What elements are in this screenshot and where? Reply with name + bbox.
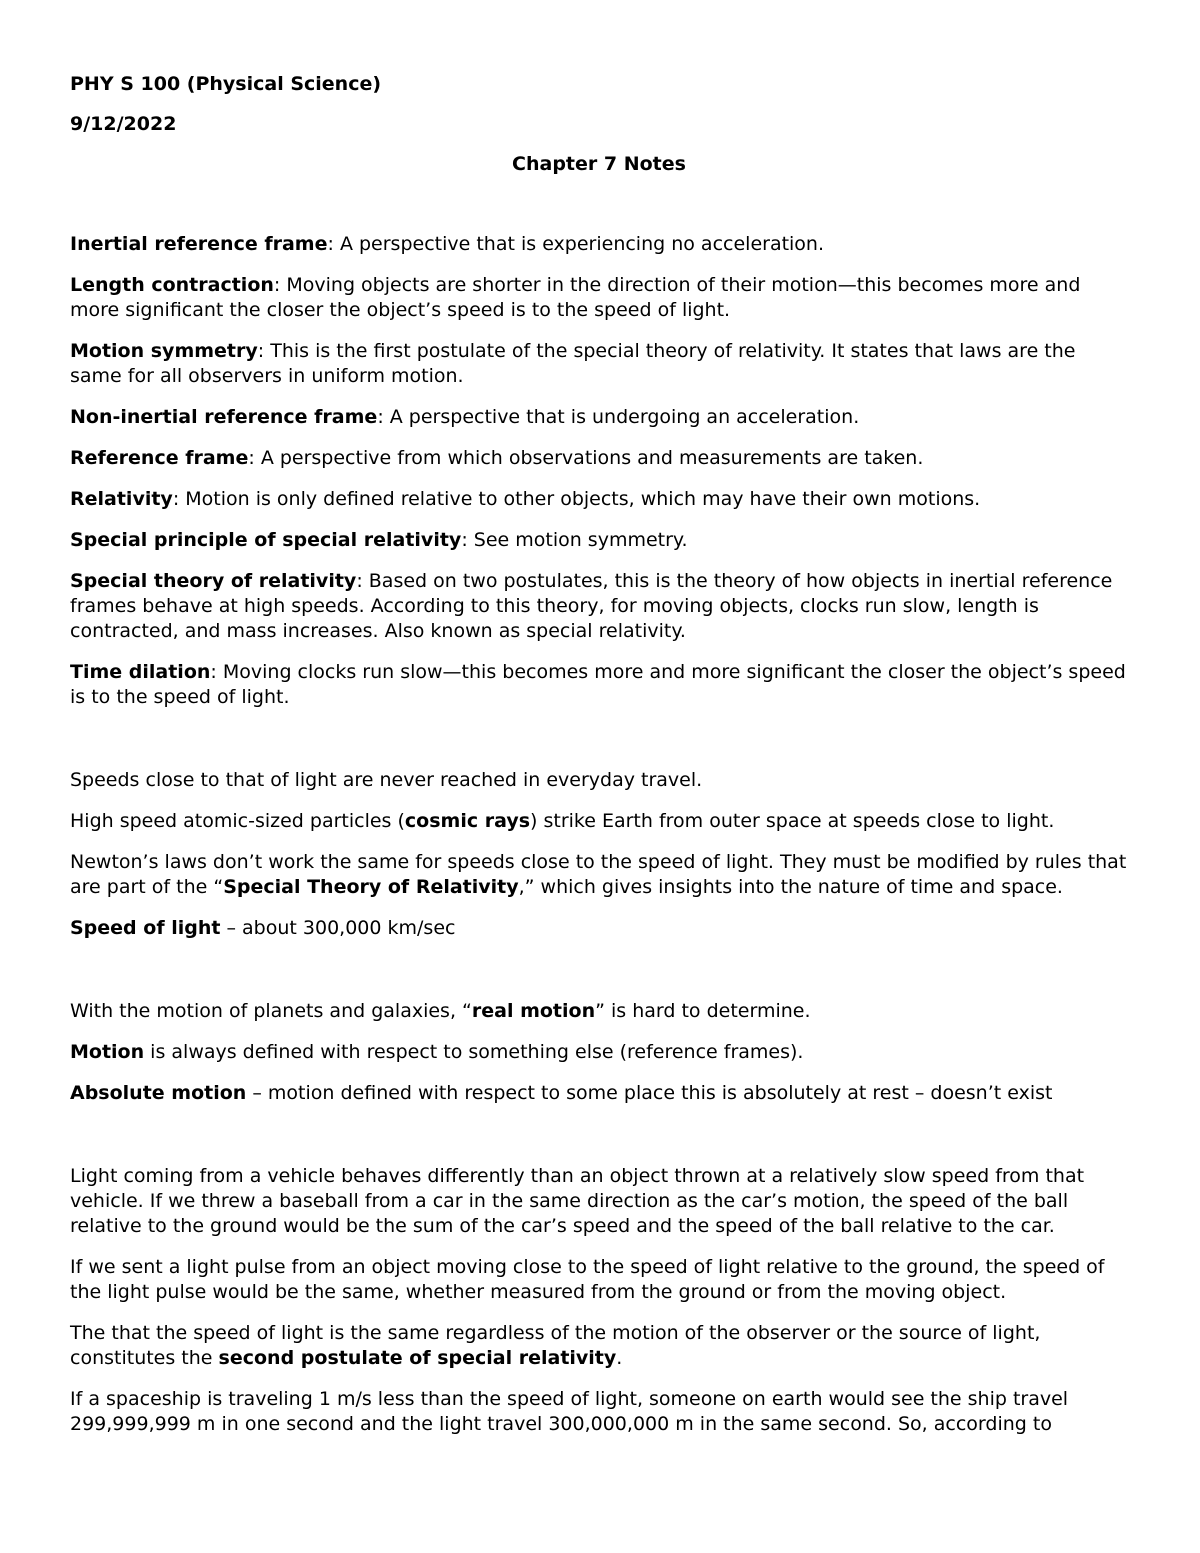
section-light-speed xyxy=(70,768,1128,941)
definition-text: Based on two postulates, this is the theory of how objects in inertial reference frames behave at high speeds. According to this theory, for moving objects, clocks run slow, length is contracted, and mass increases. Also known as special relativity. xyxy=(70,570,1113,642)
paragraph: High speed atomic-sized particles (cosmic rays) strike Earth from outer space at speeds close to light. xyxy=(70,810,1055,832)
definition-text: A perspective that is experiencing no acceleration. xyxy=(339,233,825,255)
paragraph: Absolute motion – motion defined with respect to some place this is absolutely at rest – doesn’t exist xyxy=(70,1082,1053,1104)
bold-term: Speed of light xyxy=(70,917,221,939)
spacer xyxy=(70,726,1128,768)
definition-term: Inertial reference frame xyxy=(70,233,328,255)
definition-item: Motion symmetry: This is the first postulate of the special theory of relativity. It states that laws are the same for all observers in uniform motion. xyxy=(70,340,1076,387)
spacer xyxy=(70,957,1128,999)
definition-item: Reference frame: A perspective from which observations and measurements are taken. xyxy=(70,447,924,469)
bold-term: Absolute motion xyxy=(70,1082,247,1104)
definition-term: Relativity xyxy=(70,488,173,510)
definition-term: Non-inertial reference frame xyxy=(70,406,378,428)
document-page xyxy=(70,72,1128,1453)
definition-term: Reference frame xyxy=(70,447,249,469)
paragraph: Motion is always defined with respect to something else (reference frames). xyxy=(70,1041,804,1063)
date-line: 9/12/2022 xyxy=(70,113,177,135)
paragraph: Speed of light – about 300,000 km/sec xyxy=(70,917,456,939)
paragraph: If a spaceship is traveling 1 m/s less than the speed of light, someone on earth would see the ship travel 299,999,999 m in one second and the light travel 300,000,000 m in the same second. So, according to xyxy=(70,1388,1069,1435)
definition-term: Motion symmetry xyxy=(70,340,258,362)
definition-term: Length contraction xyxy=(70,274,274,296)
definition-text: A perspective that is undergoing an acceleration. xyxy=(389,406,860,428)
definition-item: Non-inertial reference frame: A perspective that is undergoing an acceleration. xyxy=(70,406,860,428)
spacer xyxy=(70,1122,1128,1164)
definition-item: Length contraction: Moving objects are shorter in the direction of their motion—this becomes more and more significant the closer the object’s speed is to the speed of light. xyxy=(70,274,1081,321)
bold-term: cosmic rays xyxy=(404,810,531,832)
paragraph: If we sent a light pulse from an object moving close to the speed of light relative to the ground, the speed of the light pulse would be the same, whether measured from the ground or from the moving object. xyxy=(70,1256,1105,1303)
section-light-behavior xyxy=(70,1164,1128,1437)
bold-term: real motion xyxy=(471,1000,596,1022)
definition-item: Time dilation: Moving clocks run slow—this becomes more and more significant the closer the object’s speed is to the speed of light. xyxy=(70,661,1126,708)
definition-item: Special principle of special relativity: See motion symmetry. xyxy=(70,529,688,551)
bold-term: second postulate of special relativity xyxy=(218,1347,617,1369)
bold-term: Special Theory of Relativity xyxy=(223,876,519,898)
definition-text: Motion is only defined relative to other objects, which may have their own motions. xyxy=(185,488,981,510)
definition-term: Time dilation xyxy=(70,661,211,683)
definition-text: Moving clocks run slow—this becomes more and more significant the closer the object’s speed is to the speed of light. xyxy=(70,661,1126,708)
course-heading: PHY S 100 (Physical Science) xyxy=(70,73,382,95)
definition-term: Special principle of special relativity xyxy=(70,529,462,551)
paragraph: Newton’s laws don’t work the same for speeds close to the speed of light. They must be modified by rules that are part of the “Special Theory of Relativity,” which gives insights into the nature of time and space. xyxy=(70,851,1127,898)
definition-text: Moving objects are shorter in the direction of their motion—this becomes more and more significant the closer the object’s speed is to the speed of light. xyxy=(70,274,1081,321)
section-motion xyxy=(70,999,1128,1106)
paragraph: The that the speed of light is the same regardless of the motion of the observer or the source of light, constitutes the second postulate of special relativity. xyxy=(70,1322,1041,1369)
paragraph: Light coming from a vehicle behaves differently than an object thrown at a relatively slow speed from that vehicle. If we threw a baseball from a car in the same direction as the car’s motion, the speed of the ball relative to the ground would be the sum of the car’s speed and the speed of the ball relative to the car. xyxy=(70,1165,1085,1237)
page-title: Chapter 7 Notes xyxy=(512,153,686,175)
paragraph: With the motion of planets and galaxies, “real motion” is hard to determine. xyxy=(70,1000,811,1022)
definition-item: Inertial reference frame: A perspective that is experiencing no acceleration. xyxy=(70,233,825,255)
paragraph: Speeds close to that of light are never reached in everyday travel. xyxy=(70,769,703,791)
definition-item: Special theory of relativity: Based on two postulates, this is the theory of how objects in inertial reference frames behave at high speeds. According to this theory, for moving objects, clocks run slow, length is contracted, and mass increases. Also known as special relativity. xyxy=(70,570,1113,642)
definition-item: Relativity: Motion is only defined relative to other objects, which may have their own motions. xyxy=(70,488,981,510)
bold-term: Motion xyxy=(70,1041,145,1063)
definitions-list xyxy=(70,232,1128,710)
definition-text: This is the first postulate of the special theory of relativity. It states that laws are the same for all observers in uniform motion. xyxy=(70,340,1076,387)
definition-text: A perspective from which observations and measurements are taken. xyxy=(260,447,924,469)
definition-term: Special theory of relativity xyxy=(70,570,357,592)
definition-text: See motion symmetry. xyxy=(473,529,688,551)
